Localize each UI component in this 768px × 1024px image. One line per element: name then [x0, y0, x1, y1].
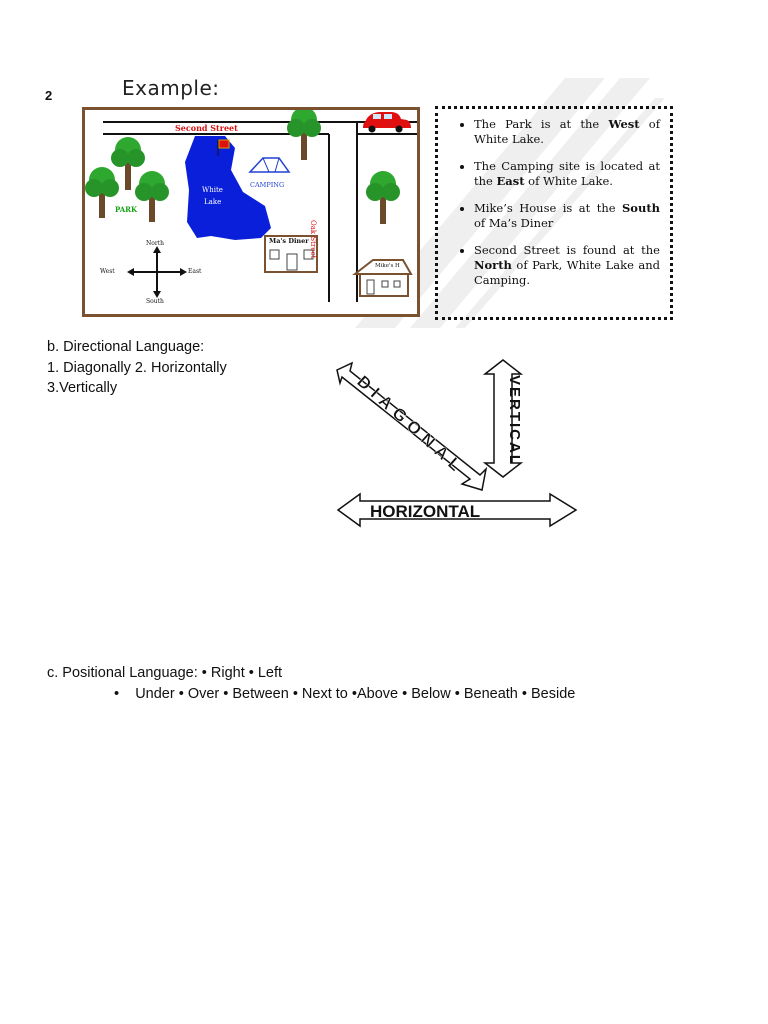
white-lake-label-2: Lake — [204, 198, 222, 206]
section-b-line3: 3.Vertically — [47, 380, 118, 396]
compass-south: South — [146, 298, 164, 305]
fact-item: • Mike’s House is at the South of Ma’s Diner — [474, 201, 660, 231]
tree-icon-2 — [85, 167, 119, 218]
white-lake-label-1: White — [202, 186, 223, 194]
mikes-house-label: Mike's H — [375, 263, 400, 269]
section-c-heading: c. Positional Language: • Right • Left — [47, 665, 283, 681]
facts-box — [435, 106, 673, 320]
section-b — [47, 337, 227, 399]
tent-icon — [250, 158, 289, 172]
tree-icon-3 — [135, 171, 169, 222]
park-label: PARK — [115, 205, 138, 214]
example-title: Example: — [122, 76, 220, 100]
car-icon — [363, 112, 411, 133]
fact-item: • The Park is at the West of White Lake. — [474, 117, 660, 147]
tree-icon-4 — [287, 110, 321, 160]
facts-list — [452, 117, 660, 288]
tree-icon-5 — [366, 171, 400, 224]
fact-item: • Second Street is found at the North of Park, White Lake and Camping. — [474, 243, 660, 288]
horizontal-label: HORIZONTAL — [370, 502, 481, 521]
diagonal-label: DIAGONAL — [353, 371, 470, 479]
camping-label: CAMPING — [250, 181, 285, 189]
vertical-label: VERTICAL — [506, 375, 523, 466]
compass-east: East — [188, 268, 202, 275]
oak-street-label: Oak Street — [309, 220, 317, 259]
fact-item: • The Camping site is located at the East of White Lake. — [474, 159, 660, 189]
section-b-line2: 1. Diagonally 2. Horizontally — [47, 359, 227, 376]
compass-north: North — [146, 240, 165, 247]
directions-diagram — [320, 357, 582, 532]
section-c-list: • Under • Over • Between • Next to •Above • Below • Beneath • Beside — [114, 686, 576, 702]
compass-icon — [127, 246, 187, 298]
compass-west: West — [100, 268, 115, 275]
page-number: 2 — [45, 88, 53, 103]
second-street-label: Second Street — [175, 123, 238, 133]
section-b-heading: b. Directional Language: — [47, 339, 205, 355]
mas-diner-label: Ma's Diner — [269, 237, 309, 245]
town-map — [82, 107, 420, 317]
